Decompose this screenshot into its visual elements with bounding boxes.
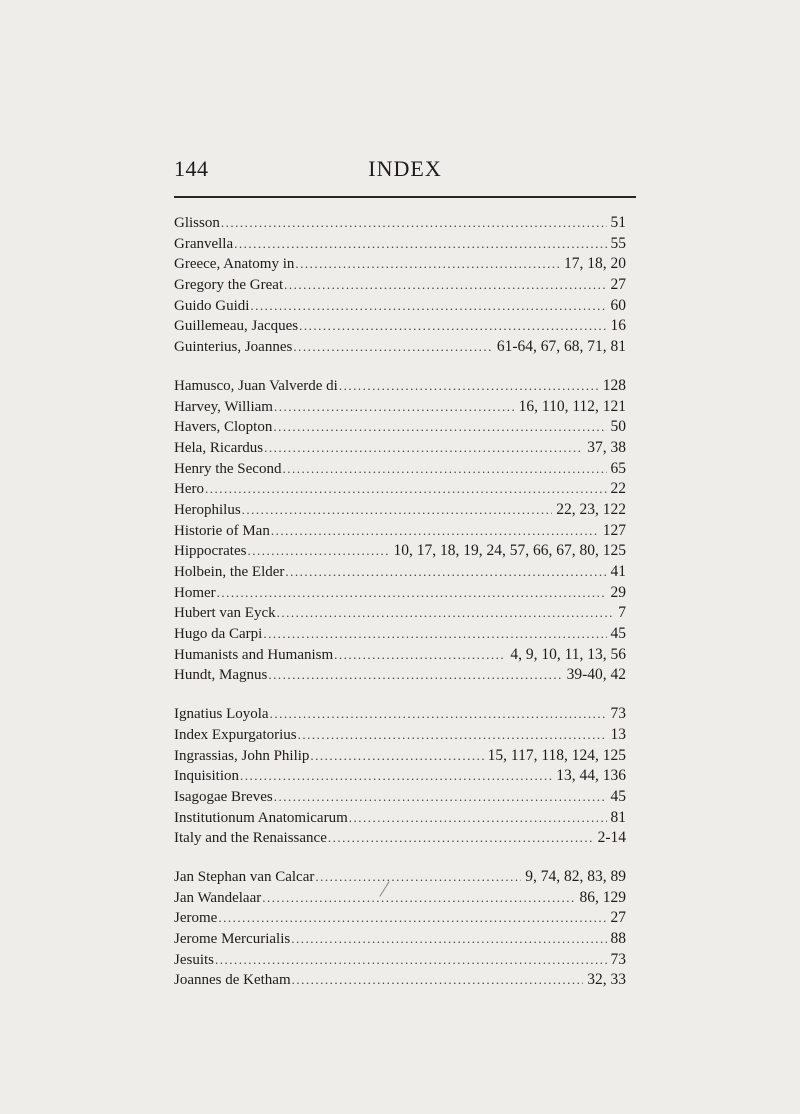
- index-term: Jan Stephan van Calcar: [174, 868, 315, 885]
- index-pages: 55: [610, 234, 626, 252]
- dot-leader: [218, 908, 606, 929]
- index-pages: 88: [610, 930, 626, 947]
- index-pages: 22, 23, 122: [556, 500, 626, 518]
- index-entry: [174, 867, 626, 888]
- index-pages: 16: [610, 317, 626, 335]
- index-pages: 128: [602, 376, 626, 394]
- page-header: [174, 156, 636, 186]
- dot-leader: [268, 665, 562, 686]
- index-entry: [174, 438, 626, 459]
- index-term: Hubert van Eyck: [174, 605, 276, 622]
- dot-leader: [250, 296, 606, 317]
- dot-leader: [284, 275, 606, 296]
- index-pages: 15, 117, 118, 124, 125: [487, 746, 626, 764]
- index-term: Humanists and Humanism: [174, 646, 334, 663]
- index-pages: 9, 74, 82, 83, 89: [525, 867, 626, 885]
- index-term: Hela, Ricardus: [174, 439, 264, 456]
- index-term: Granvella: [174, 235, 234, 252]
- index-term: Ignatius Loyola: [174, 706, 269, 723]
- index-entry: [174, 254, 626, 275]
- page-number: 144: [174, 156, 209, 181]
- index-entry: [174, 541, 626, 562]
- index-pages: 22: [610, 480, 626, 498]
- index-pages: 10, 17, 18, 19, 24, 57, 66, 67, 80, 125: [393, 542, 626, 560]
- index-term: Guillemeau, Jacques: [174, 318, 299, 335]
- index-pages: 27: [610, 909, 626, 927]
- index-entry: [174, 888, 626, 909]
- index-entry: [174, 970, 626, 991]
- dot-leader: [310, 746, 483, 767]
- index-term: Jesuits: [174, 951, 215, 968]
- index-term: Hippocrates: [174, 543, 247, 560]
- index-term: Guido Guidi: [174, 297, 250, 314]
- dot-leader: [247, 541, 389, 562]
- dot-leader: [299, 316, 606, 337]
- index-term: Italy and the Renaissance: [174, 830, 327, 847]
- index-entry: [174, 562, 626, 583]
- index-entry: [174, 787, 626, 808]
- index-entry: [174, 275, 626, 296]
- index-pages: 7: [618, 604, 626, 622]
- index-pages: 81: [610, 808, 626, 826]
- index-term: Isagogae Breves: [174, 788, 273, 805]
- dot-leader: [270, 704, 607, 725]
- index-section-h: [174, 376, 626, 686]
- index-section-g: [174, 213, 626, 358]
- index-term: Harvey, William: [174, 398, 273, 415]
- index-term: Glisson: [174, 215, 220, 231]
- index-entry: [174, 929, 626, 950]
- dot-leader: [292, 970, 584, 991]
- index-pages: 2-14: [597, 829, 626, 847]
- index-entry: [174, 337, 626, 358]
- index-entry: [174, 213, 626, 234]
- index-term: Hamusco, Juan Valverde di: [174, 377, 338, 394]
- index-pages: 45: [610, 787, 626, 805]
- index-pages: 13: [610, 725, 626, 743]
- dot-leader: [271, 521, 599, 542]
- index-term: Greece, Anatomy in: [174, 256, 295, 273]
- index-entry: [174, 808, 626, 829]
- dot-leader: [205, 479, 607, 500]
- index-entry: [174, 316, 626, 337]
- dot-leader: [291, 929, 606, 950]
- index-pages: 13, 44, 136: [556, 767, 626, 785]
- index-term: Index Expurgatorius: [174, 726, 297, 743]
- dot-leader: [221, 213, 607, 234]
- index-pages: 45: [610, 625, 626, 643]
- index-term: Historie of Man: [174, 522, 270, 539]
- index-entry: [174, 234, 626, 255]
- dot-leader: [349, 808, 607, 829]
- dot-leader: [315, 867, 521, 888]
- dot-leader: [339, 376, 599, 397]
- index-term: Jerome Mercurialis: [174, 931, 291, 947]
- index-body: [174, 213, 626, 991]
- index-entry: [174, 417, 626, 438]
- dot-leader: [282, 459, 606, 480]
- index-term: Hugo da Carpi: [174, 626, 263, 643]
- index-pages: 37, 38: [587, 438, 626, 456]
- dot-leader: [274, 787, 607, 808]
- index-pages: 27: [610, 276, 626, 294]
- dot-leader: [263, 624, 606, 645]
- index-term: Henry the Second: [174, 460, 282, 477]
- dot-leader: [285, 562, 606, 583]
- index-term: Institutionum Anatomicarum: [174, 809, 348, 826]
- index-pages: 41: [610, 563, 626, 580]
- index-term: Hero: [174, 481, 204, 498]
- index-section-i: [174, 704, 626, 849]
- index-term: Gregory the Great: [174, 277, 284, 294]
- running-head-title: INDEX: [368, 156, 442, 181]
- index-entry: [174, 746, 626, 767]
- index-entry: [174, 725, 626, 746]
- index-pages: 29: [610, 583, 626, 601]
- index-term: Joannes de Ketham: [174, 972, 291, 989]
- dot-leader: [240, 766, 552, 787]
- index-entry: [174, 479, 626, 500]
- index-term: Jan Wandelaar: [174, 889, 262, 906]
- dot-leader: [328, 828, 594, 849]
- dot-leader: [298, 725, 607, 746]
- index-entry: [174, 665, 626, 686]
- index-entry: [174, 397, 626, 418]
- index-entry: [174, 828, 626, 849]
- index-pages: 17, 18, 20: [564, 255, 626, 273]
- index-term: Inquisition: [174, 768, 240, 785]
- index-entry: [174, 500, 626, 521]
- dot-leader: [274, 397, 515, 418]
- index-entry: [174, 950, 626, 971]
- index-entry: [174, 603, 626, 624]
- dot-leader: [293, 337, 493, 358]
- index-pages: 60: [610, 296, 626, 314]
- index-entry: [174, 376, 626, 397]
- index-pages: 32, 33: [587, 971, 626, 989]
- index-term: Havers, Clopton: [174, 419, 273, 436]
- index-pages: 61-64, 67, 68, 71, 81: [496, 338, 626, 356]
- dot-leader: [295, 254, 560, 275]
- index-term: Ingrassias, John Philip: [174, 747, 310, 764]
- dot-leader: [234, 234, 606, 255]
- index-term: Homer: [174, 584, 216, 601]
- index-term: Guinterius, Joannes: [174, 339, 293, 356]
- index-term: Jerome: [174, 910, 218, 927]
- dot-leader: [262, 888, 575, 909]
- index-pages: 127: [602, 521, 626, 539]
- index-pages: 86, 129: [579, 888, 626, 906]
- header-rule: [174, 196, 636, 198]
- index-pages: 16, 110, 112, 121: [518, 397, 626, 415]
- index-entry: [174, 459, 626, 480]
- index-entry: [174, 583, 626, 604]
- dot-leader: [277, 603, 615, 624]
- index-entry: [174, 624, 626, 645]
- index-term: Herophilus: [174, 501, 241, 518]
- index-entry: [174, 521, 626, 542]
- dot-leader: [264, 438, 583, 459]
- dot-leader: [215, 950, 606, 971]
- index-entry: [174, 766, 626, 787]
- dot-leader: [217, 583, 607, 604]
- index-entry: [174, 645, 626, 666]
- index-entry: [174, 704, 626, 725]
- index-pages: 50: [610, 418, 626, 436]
- index-pages: 4, 9, 10, 11, 13, 56: [510, 645, 626, 663]
- index-section-j: [174, 867, 626, 991]
- index-pages: 73: [610, 705, 626, 723]
- index-entry: [174, 296, 626, 317]
- dot-leader: [242, 500, 553, 521]
- index-pages: 39-40, 42: [566, 666, 626, 684]
- index-term: Hundt, Magnus: [174, 667, 268, 684]
- index-pages: 73: [610, 950, 626, 968]
- index-entry: [174, 908, 626, 929]
- dot-leader: [273, 417, 606, 438]
- index-term: Holbein, the Elder: [174, 564, 285, 580]
- dot-leader: [334, 645, 506, 666]
- index-pages: 65: [610, 459, 626, 477]
- index-pages: 51: [610, 214, 626, 231]
